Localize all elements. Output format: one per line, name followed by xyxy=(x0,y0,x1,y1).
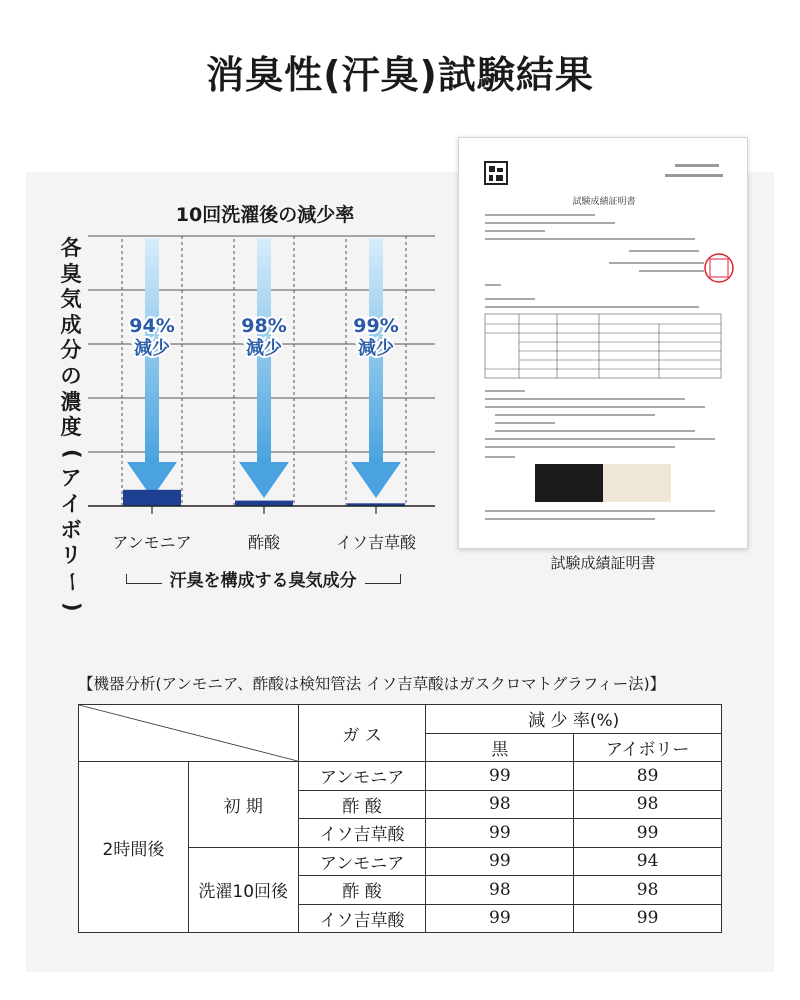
page-title: 消臭性(汗臭)試験結果 xyxy=(206,53,594,97)
x-tick-ammonia: アンモニア xyxy=(112,533,192,552)
bar-1 xyxy=(123,490,181,506)
y-axis-label-char: 気 xyxy=(60,287,82,312)
reduction-text-label: 減少 xyxy=(358,338,394,359)
y-axis-label-char: 度 xyxy=(60,415,82,440)
certificate-caption: 試験成績証明書 xyxy=(550,554,656,572)
table-header-row xyxy=(79,705,722,734)
gas-cell: アンモニア xyxy=(298,847,426,876)
seal-stamp-icon xyxy=(705,254,733,282)
black-value-cell: 98 xyxy=(426,876,574,905)
black-value-cell: 99 xyxy=(426,847,574,876)
black-value-cell: 99 xyxy=(426,904,574,933)
black-column-header: 黒 xyxy=(426,733,574,762)
chart-y-axis-label xyxy=(58,236,84,620)
x-tick-isovaleric-acid: イソ吉草酸 xyxy=(335,533,416,552)
reduction-rate-label: 98% xyxy=(241,315,287,337)
reduction-rate-label: 94% xyxy=(129,315,175,337)
black-sample-swatch xyxy=(535,464,603,502)
rate-header: 減 少 率(%) xyxy=(426,705,722,734)
gas-cell: イソ吉草酸 xyxy=(298,819,426,848)
y-axis-label-char: ー xyxy=(59,571,84,593)
chart-title: 10回洗濯後の減少率 xyxy=(175,204,355,226)
table-row xyxy=(79,762,722,791)
chart-x-axis-label xyxy=(118,566,408,591)
bar-2 xyxy=(235,501,293,506)
y-axis-label-char: イ xyxy=(60,491,82,516)
ivory-value-cell: 94 xyxy=(574,847,722,876)
group-label-initial: 初 期 xyxy=(188,762,298,848)
gas-cell: 酢 酸 xyxy=(298,790,426,819)
gas-cell: アンモニア xyxy=(298,762,426,791)
time-label: 2時間後 xyxy=(79,762,189,933)
black-value-cell: 99 xyxy=(426,819,574,848)
y-axis-label-char: 濃 xyxy=(60,389,82,414)
ivory-value-cell: 99 xyxy=(574,904,722,933)
reduction-text-label: 減少 xyxy=(134,338,170,359)
x-tick-acetic-acid: 酢酸 xyxy=(247,533,280,552)
ivory-sample-swatch xyxy=(603,464,671,502)
ivory-value-cell: 99 xyxy=(574,819,722,848)
reduction-arrow-head xyxy=(239,462,289,498)
y-axis-label-char: 臭 xyxy=(60,261,82,286)
black-value-cell: 99 xyxy=(426,762,574,791)
ivory-value-cell: 89 xyxy=(574,762,722,791)
diagonal-header-cell xyxy=(79,705,299,762)
gas-cell: イソ吉草酸 xyxy=(298,904,426,933)
bracket-left xyxy=(126,574,162,584)
y-axis-label-char: ボ xyxy=(60,517,82,542)
reduction-rate-label: 99% xyxy=(353,315,399,337)
qr-code-icon xyxy=(485,162,507,184)
gas-cell: 酢 酸 xyxy=(298,876,426,905)
certificate-table xyxy=(485,314,721,378)
method-note: 【機器分析(アンモニア、酢酸は検知管法 イソ吉草酸はガスクロマトグラフィー法)】 xyxy=(78,675,666,693)
y-axis-label-char: 各 xyxy=(60,236,82,260)
gas-header: ガ ス xyxy=(298,705,426,762)
results-table xyxy=(78,704,722,933)
y-axis-label-char: ) xyxy=(59,602,84,612)
ivory-column-header: アイボリー xyxy=(574,733,722,762)
reduction-chart xyxy=(88,230,440,522)
test-certificate-image xyxy=(458,137,748,549)
certificate-document xyxy=(459,138,748,549)
y-axis-label-char: ア xyxy=(60,466,82,491)
y-axis-label-char: ( xyxy=(59,448,84,459)
black-value-cell: 98 xyxy=(426,790,574,819)
ivory-value-cell: 98 xyxy=(574,790,722,819)
reduction-arrow-head xyxy=(351,462,401,498)
ivory-value-cell: 98 xyxy=(574,876,722,905)
y-axis-label-char: 成 xyxy=(60,312,82,337)
y-axis-label-char: の xyxy=(60,363,82,388)
y-axis-label-char: リ xyxy=(60,543,82,568)
x-axis-label-text: 汗臭を構成する臭気成分 xyxy=(169,571,357,591)
reduction-text-label: 減少 xyxy=(246,338,282,359)
group-label-after-wash: 洗濯10回後 xyxy=(188,847,298,933)
bracket-right xyxy=(365,574,401,584)
y-axis-label-char: 分 xyxy=(60,338,82,363)
certificate-doc-title: 試験成績証明書 xyxy=(572,196,636,206)
